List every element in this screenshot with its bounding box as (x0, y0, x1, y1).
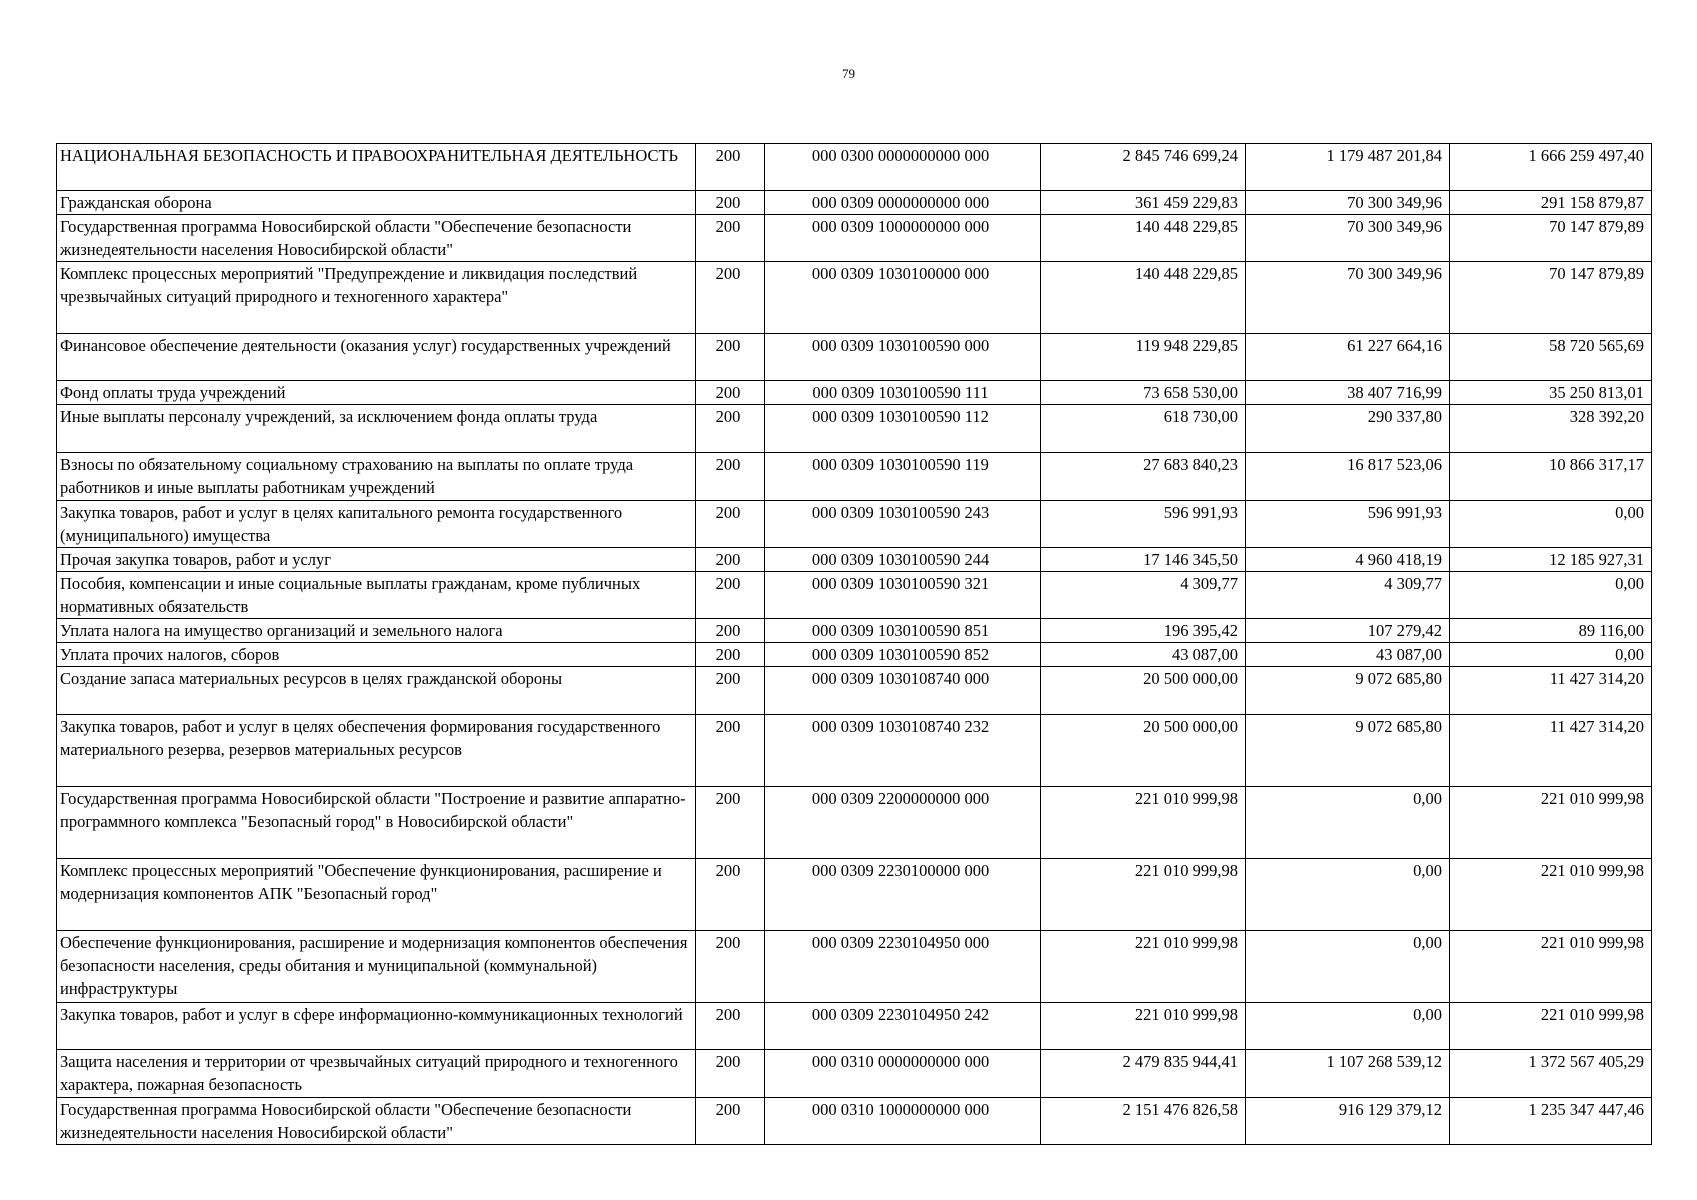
row-approved: 361 459 229,83 (1041, 191, 1246, 215)
table-row (57, 334, 1652, 381)
row-remaining: 0,00 (1450, 572, 1652, 619)
row-executed: 70 300 349,96 (1246, 262, 1450, 334)
row-kbk: 000 0309 2230104950 000 (765, 931, 1041, 1003)
table-row (57, 501, 1652, 548)
row-name: Обеспечение функционирования, расширение и модернизация компонентов обеспечения безопасности населения, среды обитания и муниципальной (коммунальной) инфраструктуры (57, 931, 696, 1003)
row-approved: 140 448 229,85 (1041, 262, 1246, 334)
row-code: 200 (696, 787, 765, 859)
row-executed: 9 072 685,80 (1246, 667, 1450, 715)
row-remaining: 1 235 347 447,46 (1450, 1098, 1652, 1145)
row-code: 200 (696, 191, 765, 215)
row-name: Взносы по обязательному социальному страхованию на выплаты по оплате труда работников и иные выплаты работникам учреждений (57, 453, 696, 501)
row-kbk: 000 0300 0000000000 000 (765, 144, 1041, 191)
row-approved: 618 730,00 (1041, 405, 1246, 453)
row-code: 200 (696, 859, 765, 931)
row-name: Уплата налога на имущество организаций и земельного налога (57, 619, 696, 643)
row-executed: 107 279,42 (1246, 619, 1450, 643)
row-remaining: 221 010 999,98 (1450, 931, 1652, 1003)
table-row (57, 405, 1652, 453)
row-remaining: 89 116,00 (1450, 619, 1652, 643)
table-row (57, 381, 1652, 405)
table-row (57, 715, 1652, 787)
row-approved: 20 500 000,00 (1041, 667, 1246, 715)
row-code: 200 (696, 215, 765, 262)
row-name: Уплата прочих налогов, сборов (57, 643, 696, 667)
row-name: Государственная программа Новосибирской области "Построение и развитие аппаратно-программного комплекса "Безопасный город" в Новосибирской области" (57, 787, 696, 859)
table-row (57, 859, 1652, 931)
row-approved: 2 151 476 826,58 (1041, 1098, 1246, 1145)
row-code: 200 (696, 1050, 765, 1098)
table-row (57, 787, 1652, 859)
row-remaining: 328 392,20 (1450, 405, 1652, 453)
row-approved: 27 683 840,23 (1041, 453, 1246, 501)
row-approved: 140 448 229,85 (1041, 215, 1246, 262)
row-kbk: 000 0309 1030100590 243 (765, 501, 1041, 548)
row-executed: 4 309,77 (1246, 572, 1450, 619)
row-approved: 43 087,00 (1041, 643, 1246, 667)
row-kbk: 000 0309 1030100000 000 (765, 262, 1041, 334)
row-name: Закупка товаров, работ и услуг в сфере информационно-коммуникационных технологий (57, 1003, 696, 1050)
row-code: 200 (696, 453, 765, 501)
row-kbk: 000 0309 2200000000 000 (765, 787, 1041, 859)
row-approved: 221 010 999,98 (1041, 1003, 1246, 1050)
row-remaining: 11 427 314,20 (1450, 667, 1652, 715)
row-remaining: 221 010 999,98 (1450, 787, 1652, 859)
table-row (57, 453, 1652, 501)
row-remaining: 35 250 813,01 (1450, 381, 1652, 405)
row-remaining: 12 185 927,31 (1450, 548, 1652, 572)
row-executed: 0,00 (1246, 931, 1450, 1003)
table-row (57, 191, 1652, 215)
row-name: Закупка товаров, работ и услуг в целях капитального ремонта государственного (муниципального) имущества (57, 501, 696, 548)
row-executed: 61 227 664,16 (1246, 334, 1450, 381)
row-name: Иные выплаты персоналу учреждений, за исключением фонда оплаты труда (57, 405, 696, 453)
row-approved: 17 146 345,50 (1041, 548, 1246, 572)
row-code: 200 (696, 381, 765, 405)
row-name: Пособия, компенсации и иные социальные выплаты гражданам, кроме публичных нормативных обязательств (57, 572, 696, 619)
row-code: 200 (696, 1003, 765, 1050)
row-kbk: 000 0309 1030100590 112 (765, 405, 1041, 453)
table-row (57, 619, 1652, 643)
row-remaining: 1 666 259 497,40 (1450, 144, 1652, 191)
row-kbk: 000 0309 1030100590 851 (765, 619, 1041, 643)
row-approved: 221 010 999,98 (1041, 859, 1246, 931)
table-row (57, 667, 1652, 715)
row-name: Закупка товаров, работ и услуг в целях обеспечения формирования государственного материального резерва, резервов материальных ресурсов (57, 715, 696, 787)
row-kbk: 000 0309 1030100590 000 (765, 334, 1041, 381)
row-approved: 2 845 746 699,24 (1041, 144, 1246, 191)
row-name: Защита населения и территории от чрезвычайных ситуаций природного и техногенного характера, пожарная безопасность (57, 1050, 696, 1098)
budget-table (56, 143, 1652, 1145)
table-row (57, 1003, 1652, 1050)
table-row (57, 548, 1652, 572)
row-executed: 70 300 349,96 (1246, 215, 1450, 262)
row-name: Государственная программа Новосибирской области "Обеспечение безопасности жизнедеятельности населения Новосибирской области" (57, 1098, 696, 1145)
row-approved: 20 500 000,00 (1041, 715, 1246, 787)
row-kbk: 000 0309 1030100590 852 (765, 643, 1041, 667)
table-row (57, 1098, 1652, 1145)
row-approved: 119 948 229,85 (1041, 334, 1246, 381)
row-executed: 43 087,00 (1246, 643, 1450, 667)
row-code: 200 (696, 334, 765, 381)
row-executed: 596 991,93 (1246, 501, 1450, 548)
row-remaining: 1 372 567 405,29 (1450, 1050, 1652, 1098)
row-kbk: 000 0309 2230100000 000 (765, 859, 1041, 931)
row-kbk: 000 0309 1000000000 000 (765, 215, 1041, 262)
row-name: Комплекс процессных мероприятий "Предупреждение и ликвидация последствий чрезвычайных ситуаций природного и техногенного характера" (57, 262, 696, 334)
row-name: НАЦИОНАЛЬНАЯ БЕЗОПАСНОСТЬ И ПРАВООХРАНИТЕЛЬНАЯ ДЕЯТЕЛЬНОСТЬ (57, 144, 696, 191)
row-remaining: 221 010 999,98 (1450, 1003, 1652, 1050)
row-executed: 0,00 (1246, 1003, 1450, 1050)
row-code: 200 (696, 144, 765, 191)
row-executed: 290 337,80 (1246, 405, 1450, 453)
row-approved: 221 010 999,98 (1041, 787, 1246, 859)
row-code: 200 (696, 1098, 765, 1145)
row-code: 200 (696, 262, 765, 334)
table-row (57, 215, 1652, 262)
row-remaining: 10 866 317,17 (1450, 453, 1652, 501)
row-remaining: 70 147 879,89 (1450, 215, 1652, 262)
row-remaining: 70 147 879,89 (1450, 262, 1652, 334)
table-row (57, 144, 1652, 191)
row-approved: 2 479 835 944,41 (1041, 1050, 1246, 1098)
row-kbk: 000 0309 1030108740 000 (765, 667, 1041, 715)
row-executed: 1 179 487 201,84 (1246, 144, 1450, 191)
row-remaining: 0,00 (1450, 501, 1652, 548)
row-kbk: 000 0309 1030100590 119 (765, 453, 1041, 501)
row-approved: 196 395,42 (1041, 619, 1246, 643)
row-code: 200 (696, 548, 765, 572)
budget-table-body (57, 144, 1652, 1145)
row-kbk: 000 0310 0000000000 000 (765, 1050, 1041, 1098)
row-name: Создание запаса материальных ресурсов в целях гражданской обороны (57, 667, 696, 715)
row-approved: 4 309,77 (1041, 572, 1246, 619)
row-name: Государственная программа Новосибирской области "Обеспечение безопасности жизнедеятельности населения Новосибирской области" (57, 215, 696, 262)
row-executed: 916 129 379,12 (1246, 1098, 1450, 1145)
row-kbk: 000 0309 2230104950 242 (765, 1003, 1041, 1050)
row-code: 200 (696, 572, 765, 619)
row-code: 200 (696, 667, 765, 715)
row-remaining: 291 158 879,87 (1450, 191, 1652, 215)
row-executed: 1 107 268 539,12 (1246, 1050, 1450, 1098)
row-approved: 73 658 530,00 (1041, 381, 1246, 405)
row-remaining: 221 010 999,98 (1450, 859, 1652, 931)
row-executed: 0,00 (1246, 859, 1450, 931)
row-name: Фонд оплаты труда учреждений (57, 381, 696, 405)
row-code: 200 (696, 643, 765, 667)
row-code: 200 (696, 715, 765, 787)
row-kbk: 000 0310 1000000000 000 (765, 1098, 1041, 1145)
table-row (57, 262, 1652, 334)
row-executed: 4 960 418,19 (1246, 548, 1450, 572)
row-kbk: 000 0309 1030100590 321 (765, 572, 1041, 619)
row-code: 200 (696, 405, 765, 453)
row-remaining: 58 720 565,69 (1450, 334, 1652, 381)
row-executed: 16 817 523,06 (1246, 453, 1450, 501)
table-row (57, 572, 1652, 619)
table-row (57, 1050, 1652, 1098)
row-remaining: 0,00 (1450, 643, 1652, 667)
row-name: Финансовое обеспечение деятельности (оказания услуг) государственных учреждений (57, 334, 696, 381)
row-kbk: 000 0309 1030108740 232 (765, 715, 1041, 787)
row-kbk: 000 0309 1030100590 111 (765, 381, 1041, 405)
row-executed: 70 300 349,96 (1246, 191, 1450, 215)
row-executed: 0,00 (1246, 787, 1450, 859)
row-name: Гражданская оборона (57, 191, 696, 215)
row-code: 200 (696, 501, 765, 548)
row-approved: 221 010 999,98 (1041, 931, 1246, 1003)
table-row (57, 931, 1652, 1003)
row-executed: 38 407 716,99 (1246, 381, 1450, 405)
page-number: 79 (842, 66, 855, 81)
row-kbk: 000 0309 0000000000 000 (765, 191, 1041, 215)
row-name: Прочая закупка товаров, работ и услуг (57, 548, 696, 572)
row-kbk: 000 0309 1030100590 244 (765, 548, 1041, 572)
row-remaining: 11 427 314,20 (1450, 715, 1652, 787)
row-executed: 9 072 685,80 (1246, 715, 1450, 787)
row-name: Комплекс процессных мероприятий "Обеспечение функционирования, расширение и модернизация компонентов АПК "Безопасный город" (57, 859, 696, 931)
row-code: 200 (696, 931, 765, 1003)
row-approved: 596 991,93 (1041, 501, 1246, 548)
table-row (57, 643, 1652, 667)
row-code: 200 (696, 619, 765, 643)
